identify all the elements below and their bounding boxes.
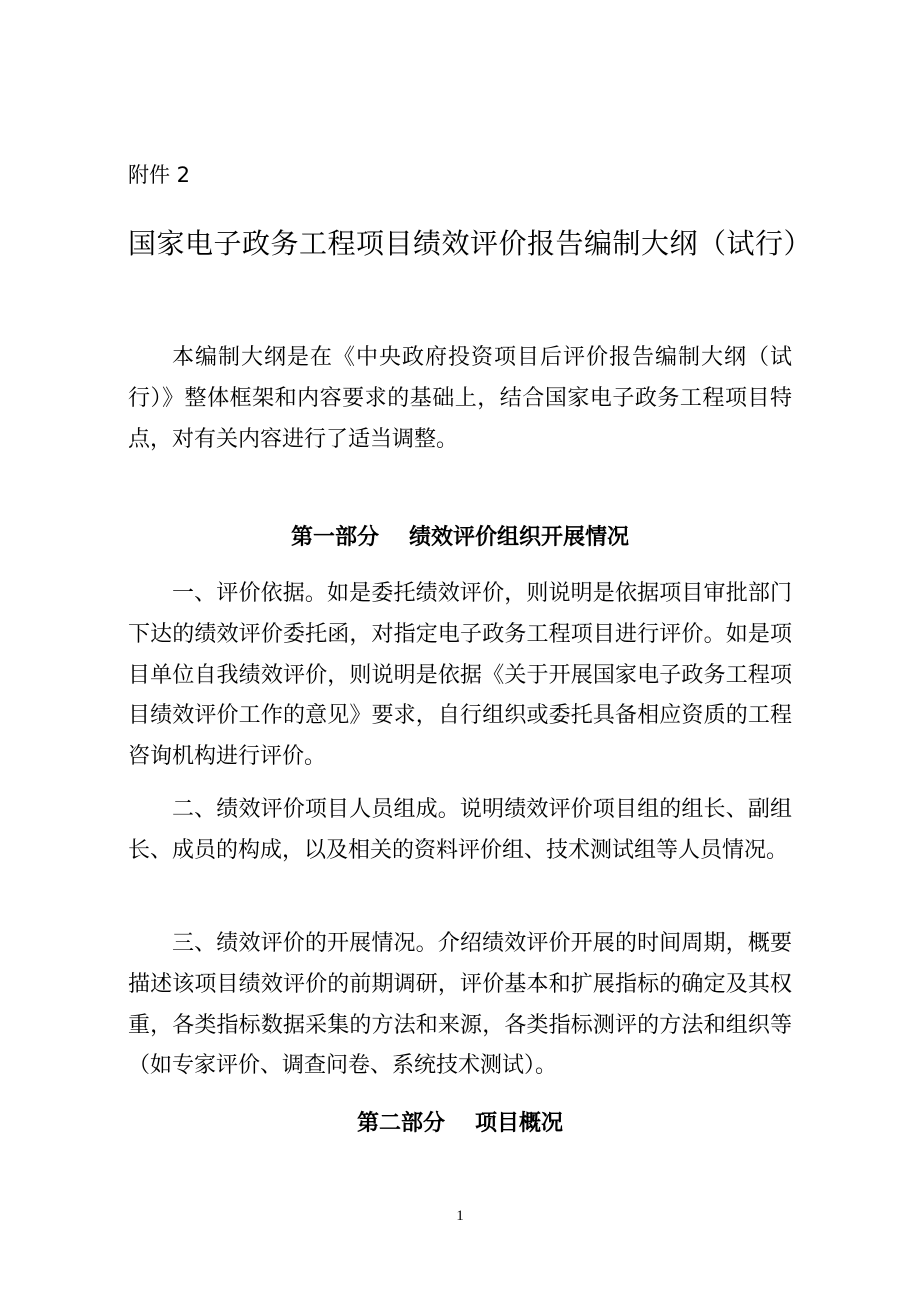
section-heading-text: 项目概况 — [475, 1111, 564, 1136]
section-1-paragraph-1: 一、评价依据。如是委托绩效评价，则说明是依据项目审批部门下达的绩效评价委托函，对指定电子政务工程项目进行评价。如是项目单位自我绩效评价，则说明是依据《关于开展国家电子政务工程项目绩效评价工作的意见》要求，自行组织或委托具备相应资质的工程咨询机构进行评价。 — [128, 581, 792, 770]
section-heading-1 — [0, 520, 920, 556]
section-1-paragraph-2: 二、绩效评价项目人员组成。说明绩效评价项目组的组长、副组长、成员的构成，以及相关的资料评价组、技术测试组等人员情况。 — [128, 797, 792, 863]
section-heading-text: 绩效评价组织开展情况 — [409, 525, 630, 550]
attachment-label: 附件 2 — [128, 163, 191, 187]
document-title: 国家电子政务工程项目绩效评价报告编制大纲（试行） — [128, 227, 813, 260]
section-part-label: 第二部分 — [356, 1111, 445, 1136]
section-part-label: 第一部分 — [290, 525, 379, 550]
section-heading-2 — [0, 1106, 920, 1142]
intro-paragraph: 本编制大纲是在《中央政府投资项目后评价报告编制大纲（试行）》整体框架和内容要求的基础上，结合国家电子政务工程项目特点，对有关内容进行了适当调整。 — [128, 345, 792, 452]
page-number: 1 — [456, 1208, 464, 1224]
section-1-paragraph-3: 三、绩效评价的开展情况。介绍绩效评价开展的时间周期，概要描述该项目绩效评价的前期调研，评价基本和扩展指标的确定及其权重，各类指标数据采集的方法和来源，各类指标测评的方法和组织等（如专家评价、调查问卷、系统技术测试）。 — [128, 931, 792, 1079]
